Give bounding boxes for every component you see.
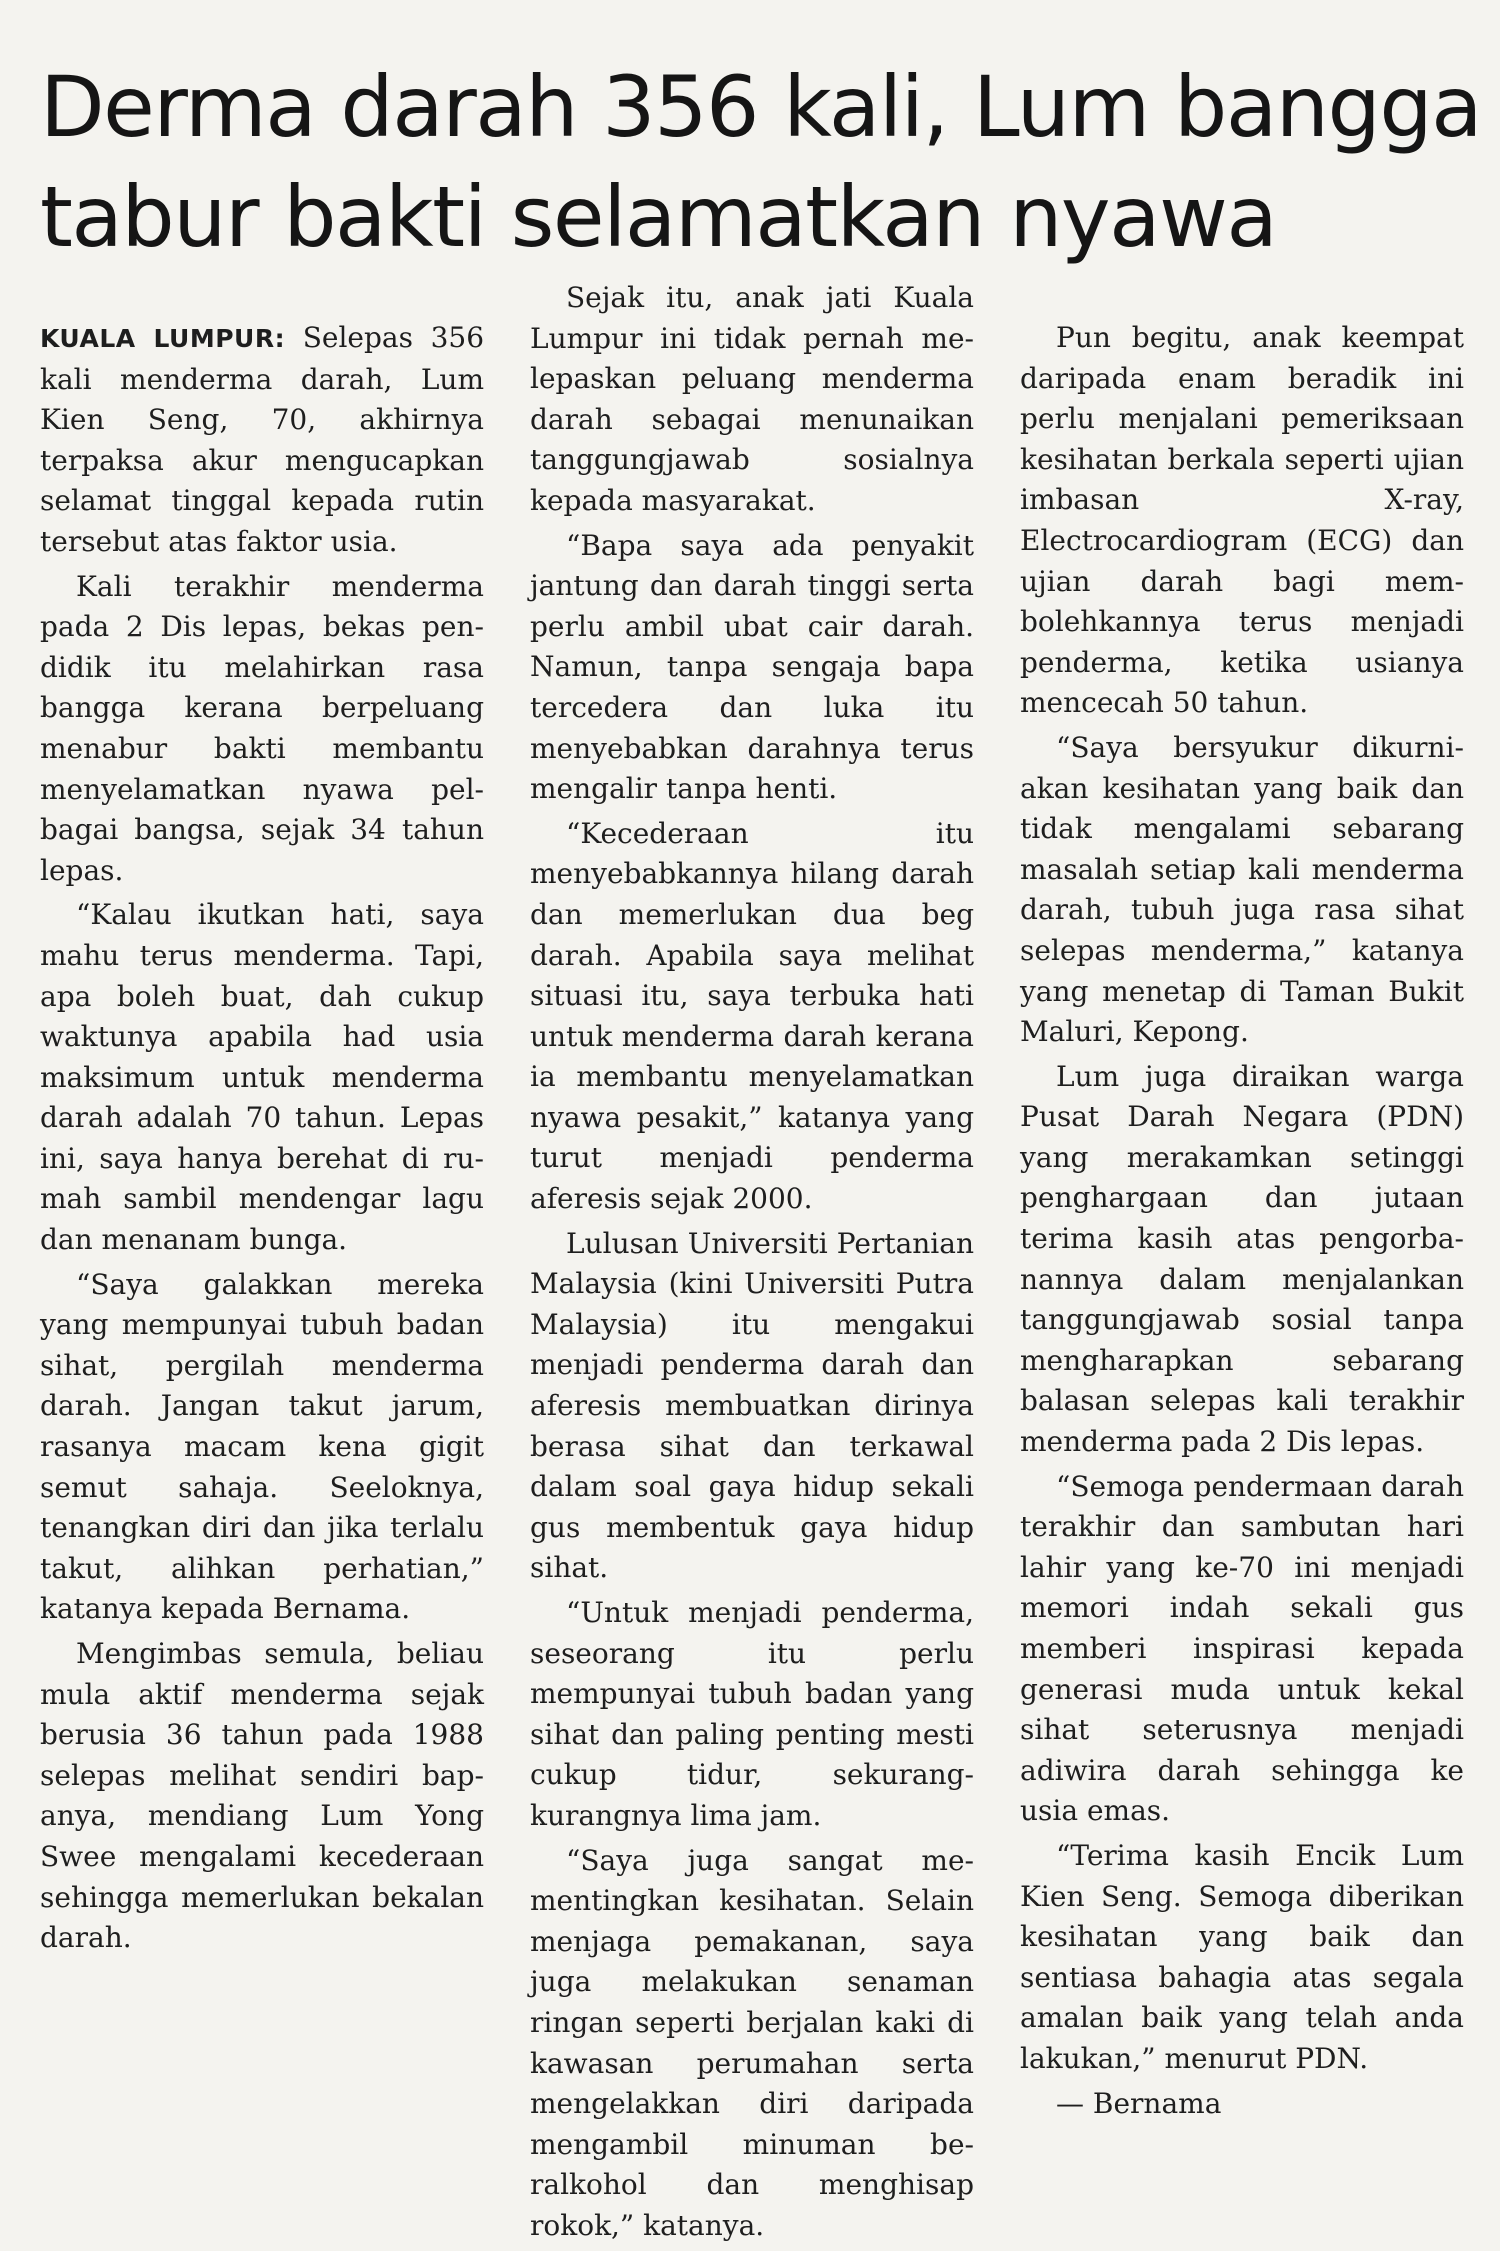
article-paragraph: Lum juga diraikan warga Pusat Darah Negara (PDN) yang merakamkan setinggi penghargaan dan jutaan terima kasih atas pengorbanannya dalam menjalankan tanggungjawab sosial tanpa mengharapkan sebarang balasan selepas kali terakhir menderma pada 2 Dis lepas. — [1020, 1059, 1464, 1459]
article-paragraph: “Saya galakkan mereka yang mempunyai tubuh badan sihat, pergilah menderma darah. Jangan takut jarum, rasanya macam kena gigit semut sahaja. Seeloknya, tenangkan diri dan jika terlalu takut, alihkan perhatian,” katanya kepada Bernama. — [40, 1267, 484, 1626]
article-paragraph — [40, 318, 484, 563]
article-paragraph: Pun begitu, anak keempat daripada enam beradik ini perlu menjalani pemeriksaan kesihatan berkala seperti ujian imbasan X-ray, Electrocardiogram (ECG) dan ujian darah bagi membolehkannya terus menjadi penderma, ketika usianya mencecah 50 tahun. — [1020, 321, 1464, 720]
article-headline — [40, 52, 1482, 272]
article-paragraph: “Saya bersyukur dikurniakan kesihatan yang baik dan tidak mengalami sebarang masalah setiap kali menderma darah, tubuh juga rasa sihat selepas menderma,” katanya yang menetap di Taman Bukit Maluri, Kepong. — [1020, 730, 1464, 1049]
dateline: KUALA LUMPUR: — [40, 324, 286, 353]
headline-line-1: Derma darah 356 kali, Lum bangga — [40, 58, 1482, 156]
article-paragraph: “Untuk menjadi penderma, seseorang itu perlu mempunyai tubuh badan yang sihat dan paling penting mesti cukup tidur, sekurang-kurangnya lima jam. — [530, 1596, 974, 1832]
paragraph-text: Selepas 356 kali menderma darah, Lum Kien Seng, 70, akhirnya terpaksa akur mengucapkan selamat tinggal kepada rutin tersebut atas faktor usia. — [40, 321, 485, 558]
article-paragraph: “Saya juga sangat mementingkan kesihatan. Selain menjaga pemakanan, saya juga melakukan senaman ringan seperti berjalan kaki di kawasan perumahan serta mengelakkan diri daripada mengambil minuman beralkohol dan menghisap rokok,” katanya. — [530, 1843, 974, 2242]
article-paragraph: Mengimbas semula, beliau mula aktif menderma sejak berusia 36 tahun pada 1988 selepas melihat sendiri bapanya, mendiang Lum Yong Swee mengalami kecederaan sehingga memerlukan bekalan darah. — [40, 1637, 484, 1955]
article-paragraph: Sejak itu, anak jati Kuala Lumpur ini tidak pernah melepaskan peluang menderma darah sebagai menunaikan tanggungjawab sosialnya kepada masyarakat. — [530, 281, 974, 517]
article-column-1 — [40, 318, 484, 1963]
article-column-3 — [1020, 318, 1464, 2128]
article-paragraph: Kali terakhir menderma pada 2 Dis lepas, bekas pendidik itu melahirkan rasa bangga kerana berpeluang menabur bakti membantu menyelamatkan nyawa pelbagai bangsa, sejak 34 tahun lepas. — [40, 569, 484, 887]
article-paragraph: “Kecederaan itu menyebabkannya hilang darah dan memerlukan dua beg darah. Apabila saya melihat situasi itu, saya terbuka hati untuk menderma darah kerana ia membantu menyelamatkan nyawa pesakit,” katanya yang turut menjadi penderma aferesis sejak 2000. — [530, 816, 974, 1216]
article-column-2 — [530, 281, 974, 2251]
headline-line-2: tabur bakti selamatkan nyawa — [40, 168, 1277, 266]
article-paragraph: “Terima kasih Encik Lum Kien Seng. Semoga diberikan kesihatan yang baik dan sentiasa bahagia atas segala amalan baik yang telah anda lakukan,” menurut PDN. — [1020, 1838, 1464, 2075]
article-paragraph: “Bapa saya ada penyakit jantung dan darah tinggi serta perlu ambil ubat cair darah. Namun, tanpa sengaja bapa tercedera dan luka itu menyebabkan darahnya terus mengalir tanpa henti. — [530, 528, 974, 806]
article-paragraph: “Kalau ikutkan hati, saya mahu terus menderma. Tapi, apa boleh buat, dah cukup waktunya apabila had usia maksimum untuk menderma darah adalah 70 tahun. Lepas ini, saya hanya berehat di rumah sambil mendengar lagu dan menanam bunga. — [40, 898, 484, 1257]
article-paragraph: Lulusan Universiti Pertanian Malaysia (kini Universiti Putra Malaysia) itu mengakui menjadi penderma darah dan aferesis membuatkan dirinya berasa sihat dan terkawal dalam soal gaya hidup sekali gus membentuk gaya hidup sihat. — [530, 1226, 974, 1585]
byline: — Bernama — [1056, 2086, 1222, 2120]
article-paragraph: “Semoga pendermaan darah terakhir dan sambutan hari lahir yang ke-70 ini menjadi memori indah sekali gus memberi inspirasi kepada generasi muda untuk kekal sihat seterusnya menjadi adiwira darah sehingga ke usia emas. — [1020, 1469, 1464, 1828]
